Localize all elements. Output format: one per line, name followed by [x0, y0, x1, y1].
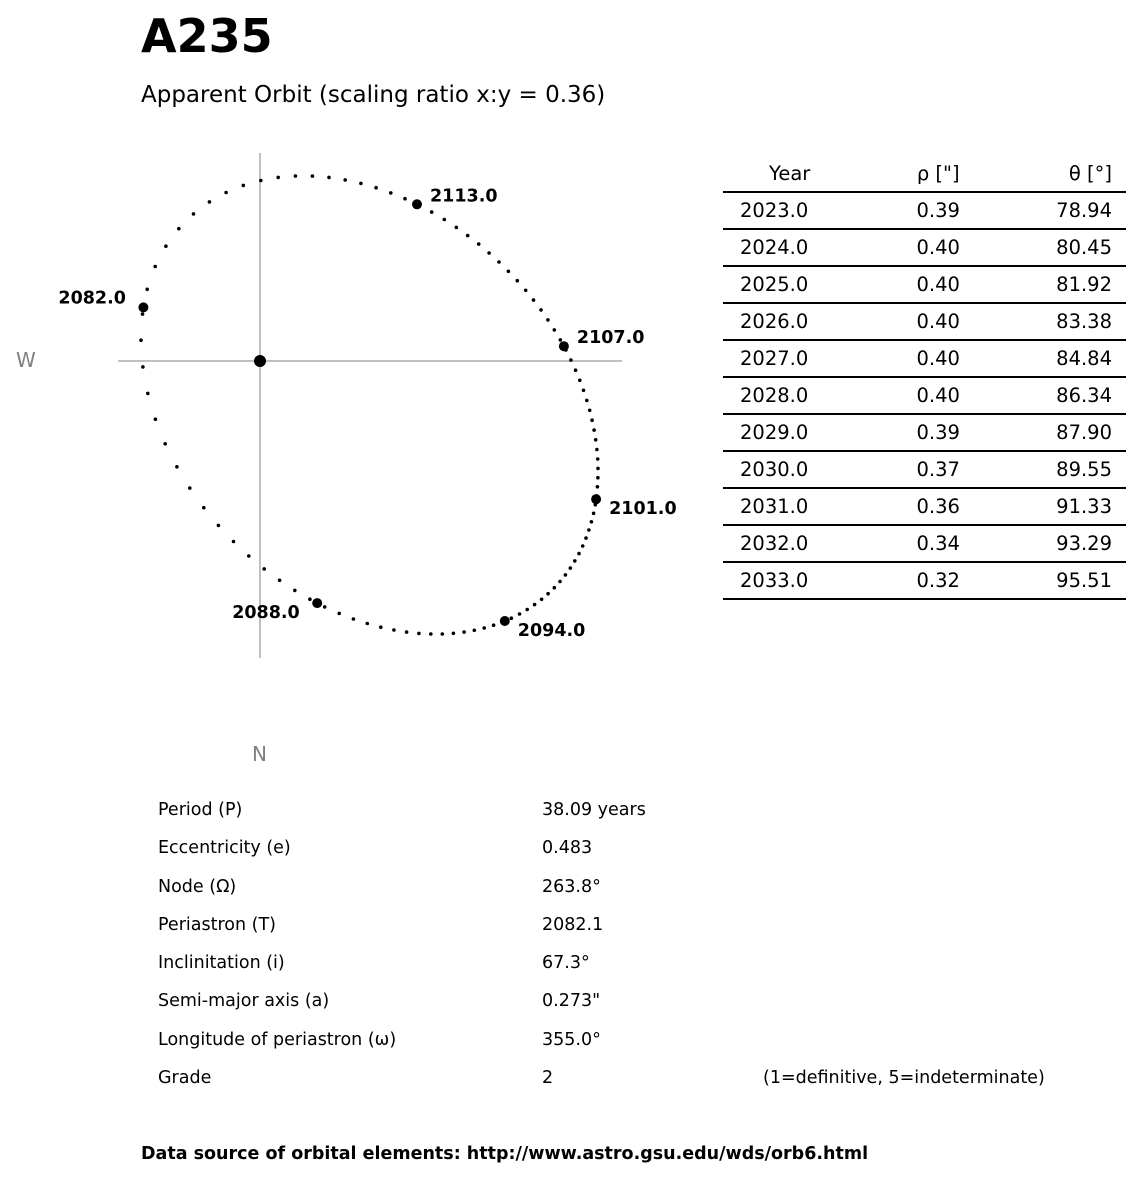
orbit-point [574, 368, 578, 372]
orbit-point [590, 418, 594, 422]
orbit-point [311, 174, 315, 178]
orbit-point [192, 212, 196, 216]
orbit-point [582, 389, 586, 393]
element-value: 2082.1 [542, 914, 604, 935]
ephemeris-table [723, 156, 1126, 600]
orbit-point [482, 626, 486, 630]
orbit-point [177, 227, 181, 231]
orbit-point [366, 622, 370, 626]
cell-year: 2028.0 [723, 377, 882, 414]
orbit-point [163, 442, 167, 446]
west-label: W [16, 348, 36, 372]
cell-theta: 87.90 [994, 414, 1126, 451]
orbit-point [584, 536, 588, 540]
orbit-point [278, 579, 282, 583]
orbit-point [294, 174, 298, 178]
orbit-point [473, 629, 477, 633]
cell-rho: 0.37 [882, 451, 994, 488]
orbit-point [477, 242, 481, 246]
orbit-point [262, 567, 266, 571]
element-value: 263.8° [542, 876, 601, 897]
orbit-point [139, 338, 143, 342]
orbit-point [578, 379, 582, 383]
orbit-point [581, 544, 585, 548]
epoch-marker [500, 616, 510, 626]
element-value: 355.0° [542, 1029, 601, 1050]
cell-year: 2031.0 [723, 488, 882, 525]
table-row [723, 377, 1126, 414]
orbit-plot [0, 140, 700, 680]
orbit-point [524, 289, 528, 293]
orbit-point [466, 234, 470, 238]
orbit-point [217, 524, 221, 528]
column-header-year: Year [723, 156, 882, 192]
orbit-point [405, 630, 409, 634]
element-label: Eccentricity (e) [158, 838, 291, 859]
orbit-point [588, 409, 592, 413]
orbit-point [443, 218, 447, 222]
orbit-point [533, 603, 537, 607]
orbit-point [202, 506, 206, 510]
orbit-point [540, 598, 544, 602]
cell-year: 2030.0 [723, 451, 882, 488]
cell-theta: 78.94 [994, 192, 1126, 229]
orbit-dots [139, 174, 600, 636]
orbit-point [573, 559, 577, 563]
orbit-point [403, 197, 407, 201]
table-header-row [723, 156, 1126, 192]
orbit-point [594, 438, 598, 442]
element-value: 0.273" [542, 991, 601, 1012]
orbit-point [539, 308, 543, 312]
orbit-point [141, 365, 145, 369]
cell-theta: 91.33 [994, 488, 1126, 525]
cell-year: 2026.0 [723, 303, 882, 340]
orbit-point [546, 592, 550, 596]
orbit-point [559, 338, 563, 342]
orbit-point [596, 485, 600, 489]
orbit-point [153, 265, 157, 269]
cell-rho: 0.40 [882, 266, 994, 303]
orbit-point [164, 244, 168, 248]
orbit-point [232, 540, 236, 544]
orbit-point [518, 612, 522, 616]
orbit-point [417, 632, 421, 636]
epoch-marker [138, 302, 148, 312]
cell-theta: 81.92 [994, 266, 1126, 303]
orbit-point [452, 632, 456, 636]
orbit-point [208, 200, 212, 204]
cell-rho: 0.40 [882, 229, 994, 266]
element-label: Periastron (T) [158, 914, 276, 935]
orbit-point [154, 417, 158, 421]
orbit-point [569, 566, 573, 570]
column-header-rho: ρ ["] [882, 156, 994, 192]
cell-theta: 84.84 [994, 340, 1126, 377]
orbit-point [569, 358, 573, 362]
cell-theta: 95.51 [994, 562, 1126, 599]
element-label: Node (Ω) [158, 876, 237, 897]
cell-rho: 0.40 [882, 377, 994, 414]
element-value: 0.483 [542, 838, 593, 859]
element-label: Longitude of periastron (ω) [158, 1029, 397, 1050]
orbit-point [379, 625, 383, 629]
cell-rho: 0.36 [882, 488, 994, 525]
orbit-point [389, 191, 393, 195]
orbit-point [259, 179, 263, 183]
orbit-point [359, 182, 363, 186]
orbit-point [532, 298, 536, 302]
chart-subtitle: Apparent Orbit (scaling ratio x:y = 0.36) [141, 82, 606, 108]
element-label: Inclinitation (i) [158, 953, 285, 974]
epoch-marker [559, 341, 569, 351]
element-label: Grade [158, 1068, 212, 1089]
cell-theta: 83.38 [994, 303, 1126, 340]
data-source-note: Data source of orbital elements: http://www.astro.gsu.edu/wds/orb6.html [141, 1144, 869, 1164]
orbit-point [492, 623, 496, 627]
orbit-point [224, 191, 228, 195]
orbit-point [352, 617, 356, 621]
orbit-point [596, 457, 600, 461]
cell-year: 2024.0 [723, 229, 882, 266]
epoch-label: 2107.0 [576, 328, 645, 349]
epoch-label: 2094.0 [517, 621, 586, 641]
epoch-marker [412, 199, 422, 209]
orbit-point [546, 318, 550, 322]
element-value: 2 [542, 1068, 554, 1089]
table-row [723, 303, 1126, 340]
orbit-point [293, 589, 297, 593]
table-row [723, 229, 1126, 266]
epoch-markers [58, 186, 676, 641]
epoch-label: 2113.0 [430, 186, 498, 207]
cell-year: 2033.0 [723, 562, 882, 599]
cell-theta: 93.29 [994, 525, 1126, 562]
orbit-point [374, 186, 378, 190]
cell-year: 2025.0 [723, 266, 882, 303]
orbit-point [497, 260, 501, 264]
orbit-point [343, 178, 347, 182]
orbit-point [525, 608, 529, 612]
epoch-label: 2088.0 [232, 603, 300, 624]
table-row [723, 266, 1126, 303]
cell-year: 2023.0 [723, 192, 882, 229]
orbit-point [585, 399, 589, 403]
element-label: Semi-major axis (a) [158, 991, 330, 1012]
orbit-point [146, 392, 150, 396]
orbit-point [276, 176, 280, 180]
orbit-point [558, 580, 562, 584]
orbit-point [242, 184, 246, 188]
orbit-point [590, 520, 594, 524]
cell-theta: 80.45 [994, 229, 1126, 266]
table-row [723, 562, 1126, 599]
orbit-point [308, 597, 312, 601]
cell-theta: 86.34 [994, 377, 1126, 414]
orbit-point [145, 288, 149, 292]
table-row [723, 192, 1126, 229]
element-label: Period (P) [158, 800, 243, 820]
epoch-marker [312, 598, 322, 608]
table-row [723, 340, 1126, 377]
orbit-point [595, 448, 599, 452]
epoch-label: 2082.0 [58, 288, 126, 309]
star-designation-title: A235 [141, 9, 273, 63]
orbit-point [553, 586, 557, 590]
orbit-point [596, 476, 600, 480]
orbit-point [430, 210, 434, 214]
orbit-point [516, 279, 520, 283]
orbit-point [175, 465, 179, 469]
orbit-point [507, 270, 511, 274]
orbit-point [392, 628, 396, 632]
table-row [723, 414, 1126, 451]
orbit-point [592, 512, 596, 516]
grade-note: (1=definitive, 5=indeterminate) [763, 1068, 1045, 1089]
cell-rho: 0.39 [882, 192, 994, 229]
orbit-point [487, 251, 491, 255]
orbit-point [429, 632, 433, 636]
cell-rho: 0.39 [882, 414, 994, 451]
orbit-point [462, 630, 466, 634]
cell-year: 2032.0 [723, 525, 882, 562]
primary-star [254, 355, 266, 367]
epoch-marker [591, 494, 601, 504]
north-label: N [252, 742, 267, 766]
element-value: 38.09 years [542, 800, 646, 820]
orbit-point [323, 605, 327, 609]
orbit-point [592, 428, 596, 432]
cell-rho: 0.34 [882, 525, 994, 562]
orbit-point [188, 486, 192, 490]
cell-theta: 89.55 [994, 451, 1126, 488]
orbit-point [553, 328, 557, 332]
orbit-point [327, 176, 331, 180]
table-row [723, 451, 1126, 488]
element-value: 67.3° [542, 953, 590, 974]
orbit-point [141, 312, 145, 316]
cell-rho: 0.40 [882, 303, 994, 340]
epoch-label: 2101.0 [609, 499, 677, 520]
cell-rho: 0.32 [882, 562, 994, 599]
cell-year: 2027.0 [723, 340, 882, 377]
table-row [723, 488, 1126, 525]
orbit-point [441, 632, 445, 636]
orbit-point [587, 528, 591, 532]
column-header-theta: θ [°] [994, 156, 1126, 192]
orbit-point [577, 552, 581, 556]
orbit-point [337, 612, 341, 616]
table-row [723, 525, 1126, 562]
cell-rho: 0.40 [882, 340, 994, 377]
orbit-point [455, 226, 459, 230]
orbit-point [510, 616, 514, 620]
orbit-point [564, 573, 568, 577]
cell-year: 2029.0 [723, 414, 882, 451]
orbit-point [596, 467, 600, 471]
orbit-point [247, 554, 251, 558]
